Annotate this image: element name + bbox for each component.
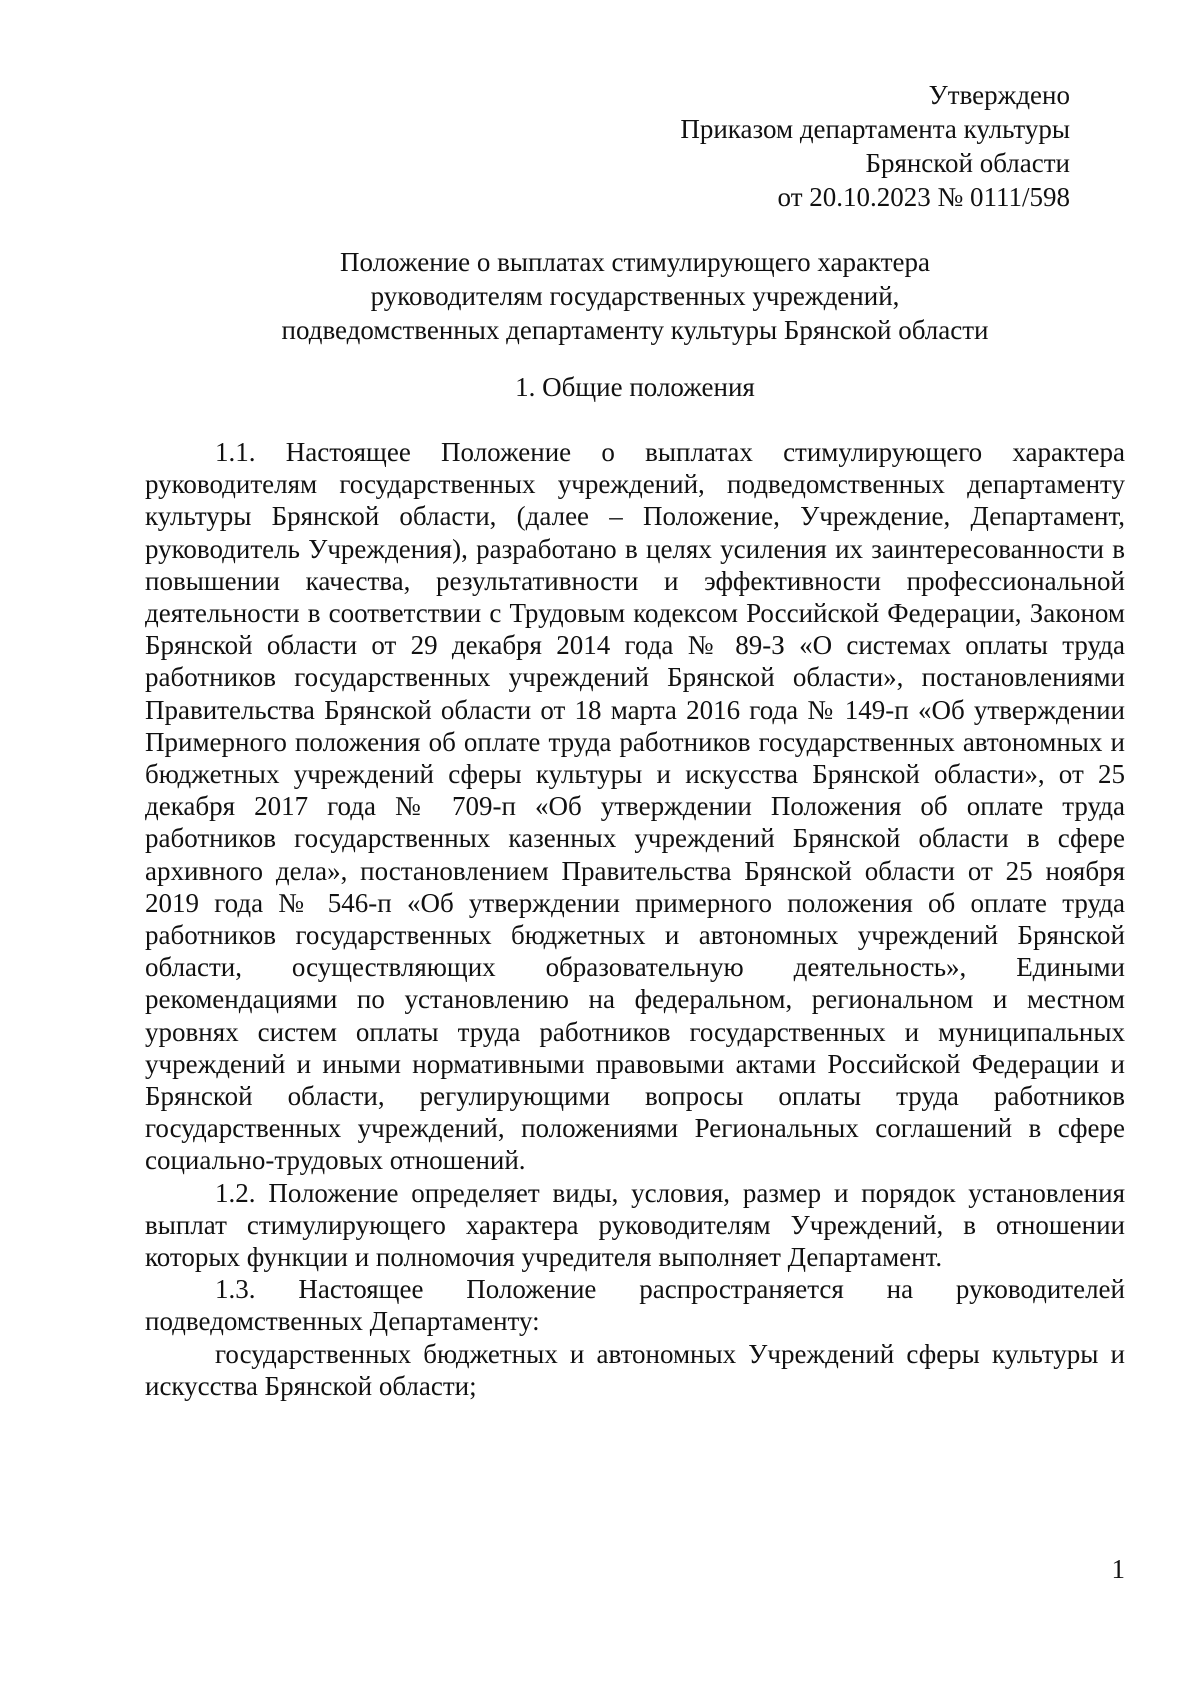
paragraph-1-1: 1.1. Настоящее Положение о выплатах стимулирующего характера руководителям государственных учреждений, подведомственных департаменту культуры Брянской области, (далее – Положение, Учреждение, Департамент, руководитель Учреждения), разработано в целях усиления их заинтересованности в повышении качества, результативности и эффективности профессиональной деятельности в соответствии с Трудовым кодексом Российской Федерации, Законом Брянской области от 29 декабря 2014 года № 89-З «О системах оплаты труда работников государственных учреждений Брянской области», постановлениями Правительства Брянской области от 18 марта 2016 года № 149-п «Об утверждении Примерного положения об оплате труда работников государственных автономных и бюджетных учреждений сферы культуры и искусства Брянской области», от 25 декабря 2017 года № 709-п «Об утверждении Положения об оплате труда работников государственных казенных учреждений Брянской области в сфере архивного дела», постановлением Правительства Брянской области от 25 ноября 2019 года № 546-п «Об утверждении примерного положения об оплате труда работников государственных бюджетных и автономных учреждений Брянской области, осуществляющих образовательную деятельность», Едиными рекомендациями по установлению на федеральном, региональном и местном уровнях систем оплаты труда работников государственных и муниципальных учреждений и иными нормативными правовыми актами Российской Федерации и Брянской области, регулирующими вопросы оплаты труда работников государственных учреждений, положениями Региональных соглашений в сфере социально-трудовых отношений. [145, 437, 1125, 1176]
approval-line-order: Приказом департамента культуры [680, 114, 1070, 144]
paragraph-1-3: 1.3. Настоящее Положение распространяется на руководителей подведомственных Департаменту: [145, 1274, 1125, 1337]
page-number: 1 [1111, 1554, 1125, 1584]
document-title-line-2: руководителям государственных учреждений, [370, 281, 900, 311]
document-title-line-3: подведомственных департаменту культуры Брянской области [281, 315, 989, 345]
section-heading: 1. Общие положения [515, 372, 755, 402]
document-title [140, 245, 1130, 347]
approval-block [680, 78, 1070, 214]
approval-line-region: Брянской области [865, 148, 1070, 178]
document-title-line-1: Положение о выплатах стимулирующего характера [339, 247, 930, 277]
approval-line-approved: Утверждено [928, 80, 1070, 110]
paragraph-1-2: 1.2. Положение определяет виды, условия, размер и порядок установления выплат стимулирующего характера руководителям Учреждений, в отношении которых функции и полномочия учредителя выполняет Департамент. [145, 1177, 1125, 1273]
document-body [145, 436, 1125, 1402]
paragraph-1-3-item-1: государственных бюджетных и автономных Учреждений сферы культуры и искусства Брянской области; [145, 1338, 1125, 1401]
approval-line-date-number: от 20.10.2023 № 0111/598 [777, 182, 1070, 212]
